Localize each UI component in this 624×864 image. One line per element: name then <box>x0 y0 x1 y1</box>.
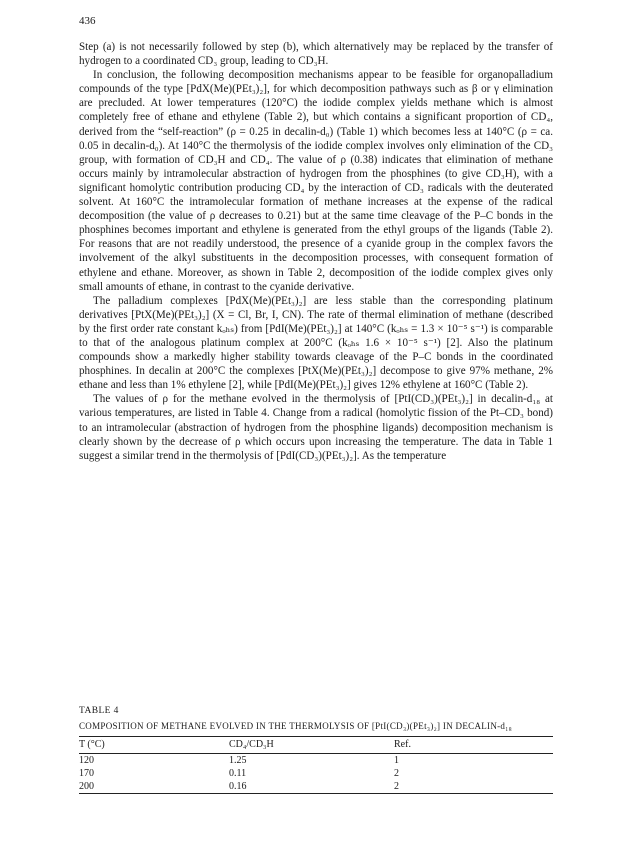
column-header-temperature: T (°C) <box>79 739 105 750</box>
table-header-row <box>79 737 553 754</box>
table-label: TABLE 4 <box>79 706 119 716</box>
table-caption: COMPOSITION OF METHANE EVOLVED IN THE THERMOLYSIS OF [PtI(CD₃)(PEt₃)₂] IN DECALIN-d₁₈ <box>79 721 513 731</box>
paragraph: In conclusion, the following decomposition mechanisms appear to be feasible for organopalladium compounds of the type [PdX(Me)(PEt₃)₂], for which decomposition pathways such as β or γ elimination are precluded. At lower temperatures (120°C) the iodide complex yields methane which is almost completely free of ethane and ethylene (Table 2), but which contains a significant proportion of CD₄, derived from the “self-reaction” (ρ = 0.25 in decalin-d₀) (Table 1) which becomes less at 140°C (ρ = ca. 0.05 in decalin-d₀). At 140°C the thermolysis of the iodide complex involves only elimination of the CD₃ group, with formation of CD₃H and CD₄. The value of ρ (0.38) indicates that elimination of methane occurs mainly by intramolecular abstraction of hydrogen from the phosphines (to give CD₃H), with a significant homolytic contribution producing CD₄ by the interaction of CD₃ radicals with the deuterated solvent. At 160°C the intramolecular formation of methane increases at the expense of the radical decomposition (the value of ρ decreases to 0.21) but at the same time cleavage of the P–C bonds in the phosphines becomes important and ethylene is generated from the ethyl groups of the ligands (Table 2). For reasons that are not readily understood, the presence of a cyanide group in the complex favors the involvement of the alkyl substituents in the decomposition processes, with consequent formation of ethylene and ethane. Moreover, as shown in Table 2, decomposition of the iodide complex gives only small amounts of ethane, in contrast to the cyanide derivative. <box>79 69 553 293</box>
cell-ref: 2 <box>394 768 399 779</box>
page-number: 436 <box>79 15 96 27</box>
cell-ref: 1 <box>394 755 399 766</box>
cell-temperature: 200 <box>79 781 94 792</box>
paragraph: The palladium complexes [PdX(Me)(PEt₃)₂] are less stable than the corresponding platinum derivatives [PtX(Me)(PEt₃)₂] (X = Cl, Br, I, CN). The rate of thermal elimination of methane (described by the first order rate constant kₒₕₛ) from [PdI(Me)(PEt₃)₂] at 140°C (kₒₕₛ = 1.3 × 10⁻⁵ s⁻¹) is comparable to that of the analogous platinum complex at 200°C (kₒₕₛ 1.6 × 10⁻⁵ s⁻¹) [2]. Also the platinum compounds show a markedly higher stability towards cleavage of the P–C bonds in the coordinated phosphines. In decalin at 200°C the complexes [PtX(Me)(PEt₃)₂] decompose to give 97% methane, 2% ethane and less than 1% ethylene [2], while [PdI(Me)(PEt₃)₂] gives 12% ethylene at 160°C (Table 2). <box>79 294 553 392</box>
table-row <box>79 780 553 794</box>
body-text <box>79 40 553 463</box>
table-row <box>79 767 553 780</box>
column-header-ref: Ref. <box>394 739 411 750</box>
table-row <box>79 754 553 768</box>
cell-ratio: 1.25 <box>229 755 247 766</box>
column-header-ratio: CD₄/CD₃H <box>229 739 274 750</box>
cell-ratio: 0.11 <box>229 768 247 779</box>
data-table <box>79 736 553 794</box>
cell-ratio: 0.16 <box>229 781 247 792</box>
cell-ref: 2 <box>394 781 399 792</box>
cell-temperature: 170 <box>79 768 94 779</box>
cell-temperature: 120 <box>79 755 94 766</box>
table-4 <box>79 706 553 794</box>
paragraph: The values of ρ for the methane evolved in the thermolysis of [PtI(CD₃)(PEt₃)₂] in decalin-d₁₈ at various temperatures, are listed in Table 4. Change from a radical (homolytic fission of the Pt–CD₃ bond) to an intramolecular (abstraction of hydrogen from the phosphine ligands) decomposition mechanism is clearly shown by the decrease of ρ which occurs upon increasing the temperature. The data in Table 1 suggest a similar trend in the thermolysis of [PdI(CD₃)(PEt₃)₂]. As the temperature <box>79 393 553 462</box>
paragraph: Step (a) is not necessarily followed by step (b), which alternatively may be replaced by the transfer of hydrogen to a coordinated CD₃ group, leading to CD₃H. <box>79 41 553 68</box>
